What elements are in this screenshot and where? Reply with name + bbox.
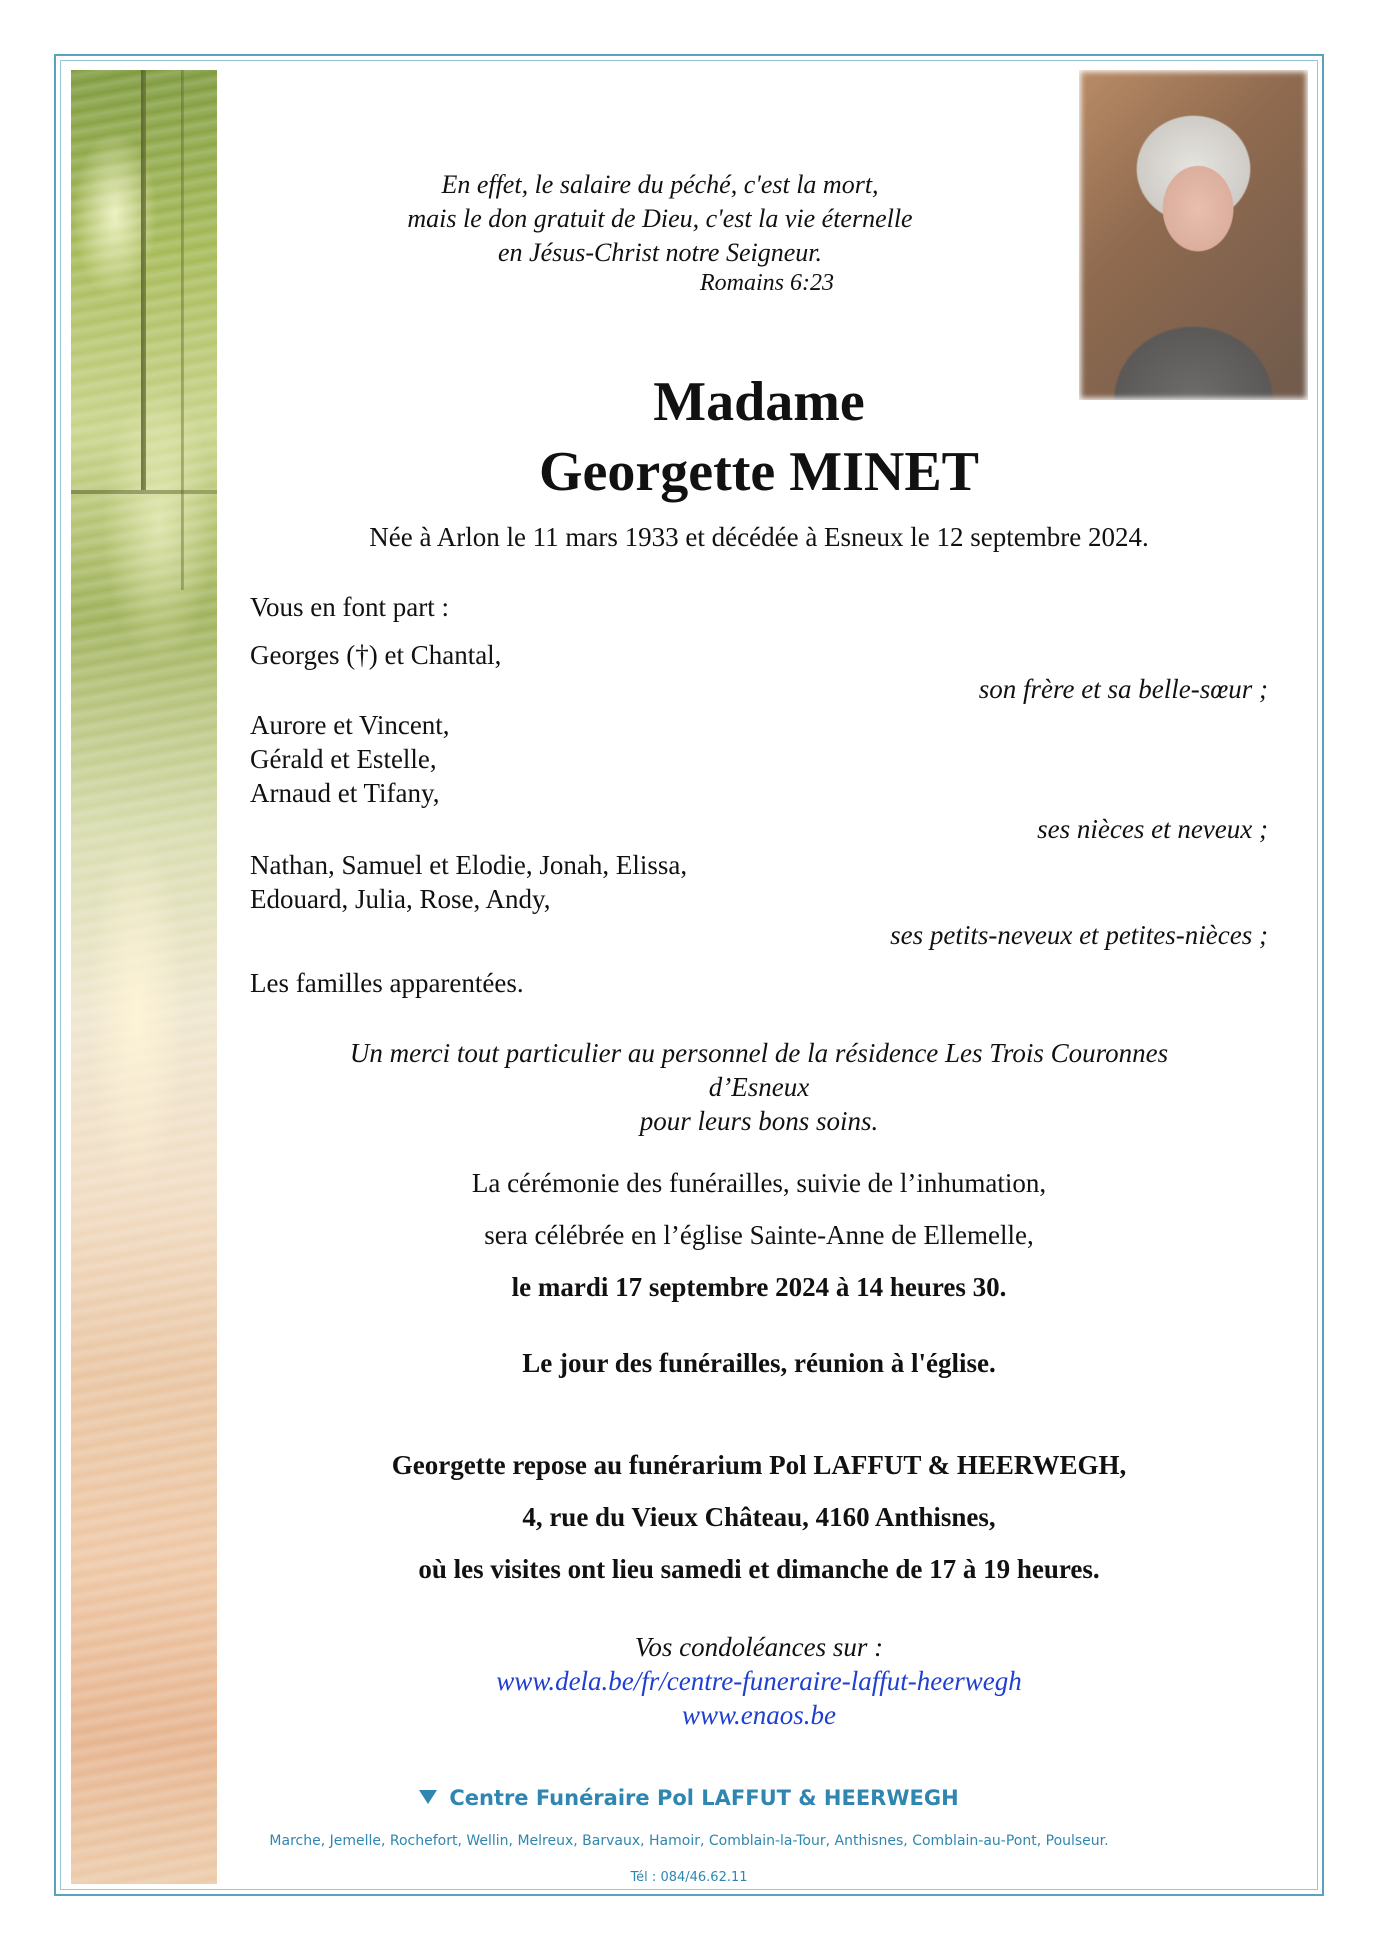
verse-line-2: mais le don gratuit de Dieu, c'est la vie éternelle	[407, 204, 913, 233]
funeral-home-phone: Tél : 084/46.62.11	[630, 1870, 748, 1885]
family-relation: ses nièces et neveux ;	[1037, 814, 1268, 844]
family-relation: ses petits-neveux et petites-nièces ;	[890, 920, 1268, 950]
condolences-link-dela[interactable]: www.dela.be/fr/centre-funeraire-laffut-heerwegh	[496, 1666, 1022, 1696]
thanks-line-3: pour leurs bons soins.	[639, 1106, 879, 1136]
condolences-label: Vos condoléances sur :	[634, 1632, 884, 1662]
deceased-title: Madame	[653, 371, 865, 433]
funeral-home-name	[0, 1786, 1378, 1810]
decorative-forest-image	[71, 70, 217, 1884]
funeral-home-locations: Marche, Jemelle, Rochefort, Wellin, Melreux, Barvaux, Hamoir, Comblain-la-Tour, Anthisnes, Comblain-au-Pont, Poulseur.	[269, 1833, 1109, 1849]
visitation-line-2: 4, rue du Vieux Château, 4160 Anthisnes,	[522, 1502, 996, 1532]
family-names: Gérald et Estelle,	[250, 744, 437, 774]
verse-line-1: En effet, le salaire du péché, c'est la mort,	[441, 170, 879, 199]
family-relation: son frère et sa belle-sœur ;	[978, 674, 1268, 704]
family-names: Edouard, Julia, Rose, Andy,	[250, 884, 551, 914]
family-names: Georges (†) et Chantal,	[250, 640, 502, 670]
condolences	[250, 1630, 1268, 1732]
condolences-link-enaos[interactable]: www.enaos.be	[682, 1700, 836, 1730]
verse-reference: Romains 6:23	[700, 270, 834, 296]
verse-line-3: en Jésus-Christ notre Seigneur.	[498, 238, 822, 267]
ceremony-meeting: Le jour des funérailles, réunion à l'église.	[522, 1348, 996, 1378]
family-names: Nathan, Samuel et Elodie, Jonah, Elissa,	[250, 850, 688, 880]
related-families: Les familles apparentées.	[250, 968, 524, 998]
thanks-line-1: Un merci tout particulier au personnel de la résidence Les Trois Couronnes	[349, 1038, 1169, 1068]
bible-verse	[270, 168, 1050, 270]
announcement-intro: Vous en font part :	[250, 592, 449, 622]
visitation-line-3: où les visites ont lieu samedi et dimanche de 17 à 19 heures.	[418, 1554, 1100, 1584]
deceased-name: Georgette MINET	[538, 441, 980, 503]
thanks-message	[250, 1036, 1268, 1138]
birth-death-dates: Née à Arlon le 11 mars 1933 et décédée à Esneux le 12 septembre 2024.	[369, 522, 1149, 552]
family-names: Arnaud et Tifany,	[250, 778, 440, 808]
visitation-line-1: Georgette repose au funérarium Pol LAFFUT & HEERWEGH,	[391, 1450, 1127, 1480]
ceremony-line-1: La cérémonie des funérailles, suivie de l’inhumation,	[471, 1168, 1047, 1198]
triangle-down-icon	[419, 1790, 437, 1804]
thanks-line-2: d’Esneux	[708, 1072, 810, 1102]
ceremony-datetime: le mardi 17 septembre 2024 à 14 heures 30.	[511, 1272, 1007, 1302]
funeral-home-label: Centre Funéraire Pol LAFFUT & HEERWEGH	[449, 1786, 959, 1810]
portrait-photo	[1079, 70, 1308, 400]
ceremony-line-2: sera célébrée en l’église Sainte-Anne de Ellemelle,	[484, 1220, 1034, 1250]
family-names: Aurore et Vincent,	[250, 710, 450, 740]
